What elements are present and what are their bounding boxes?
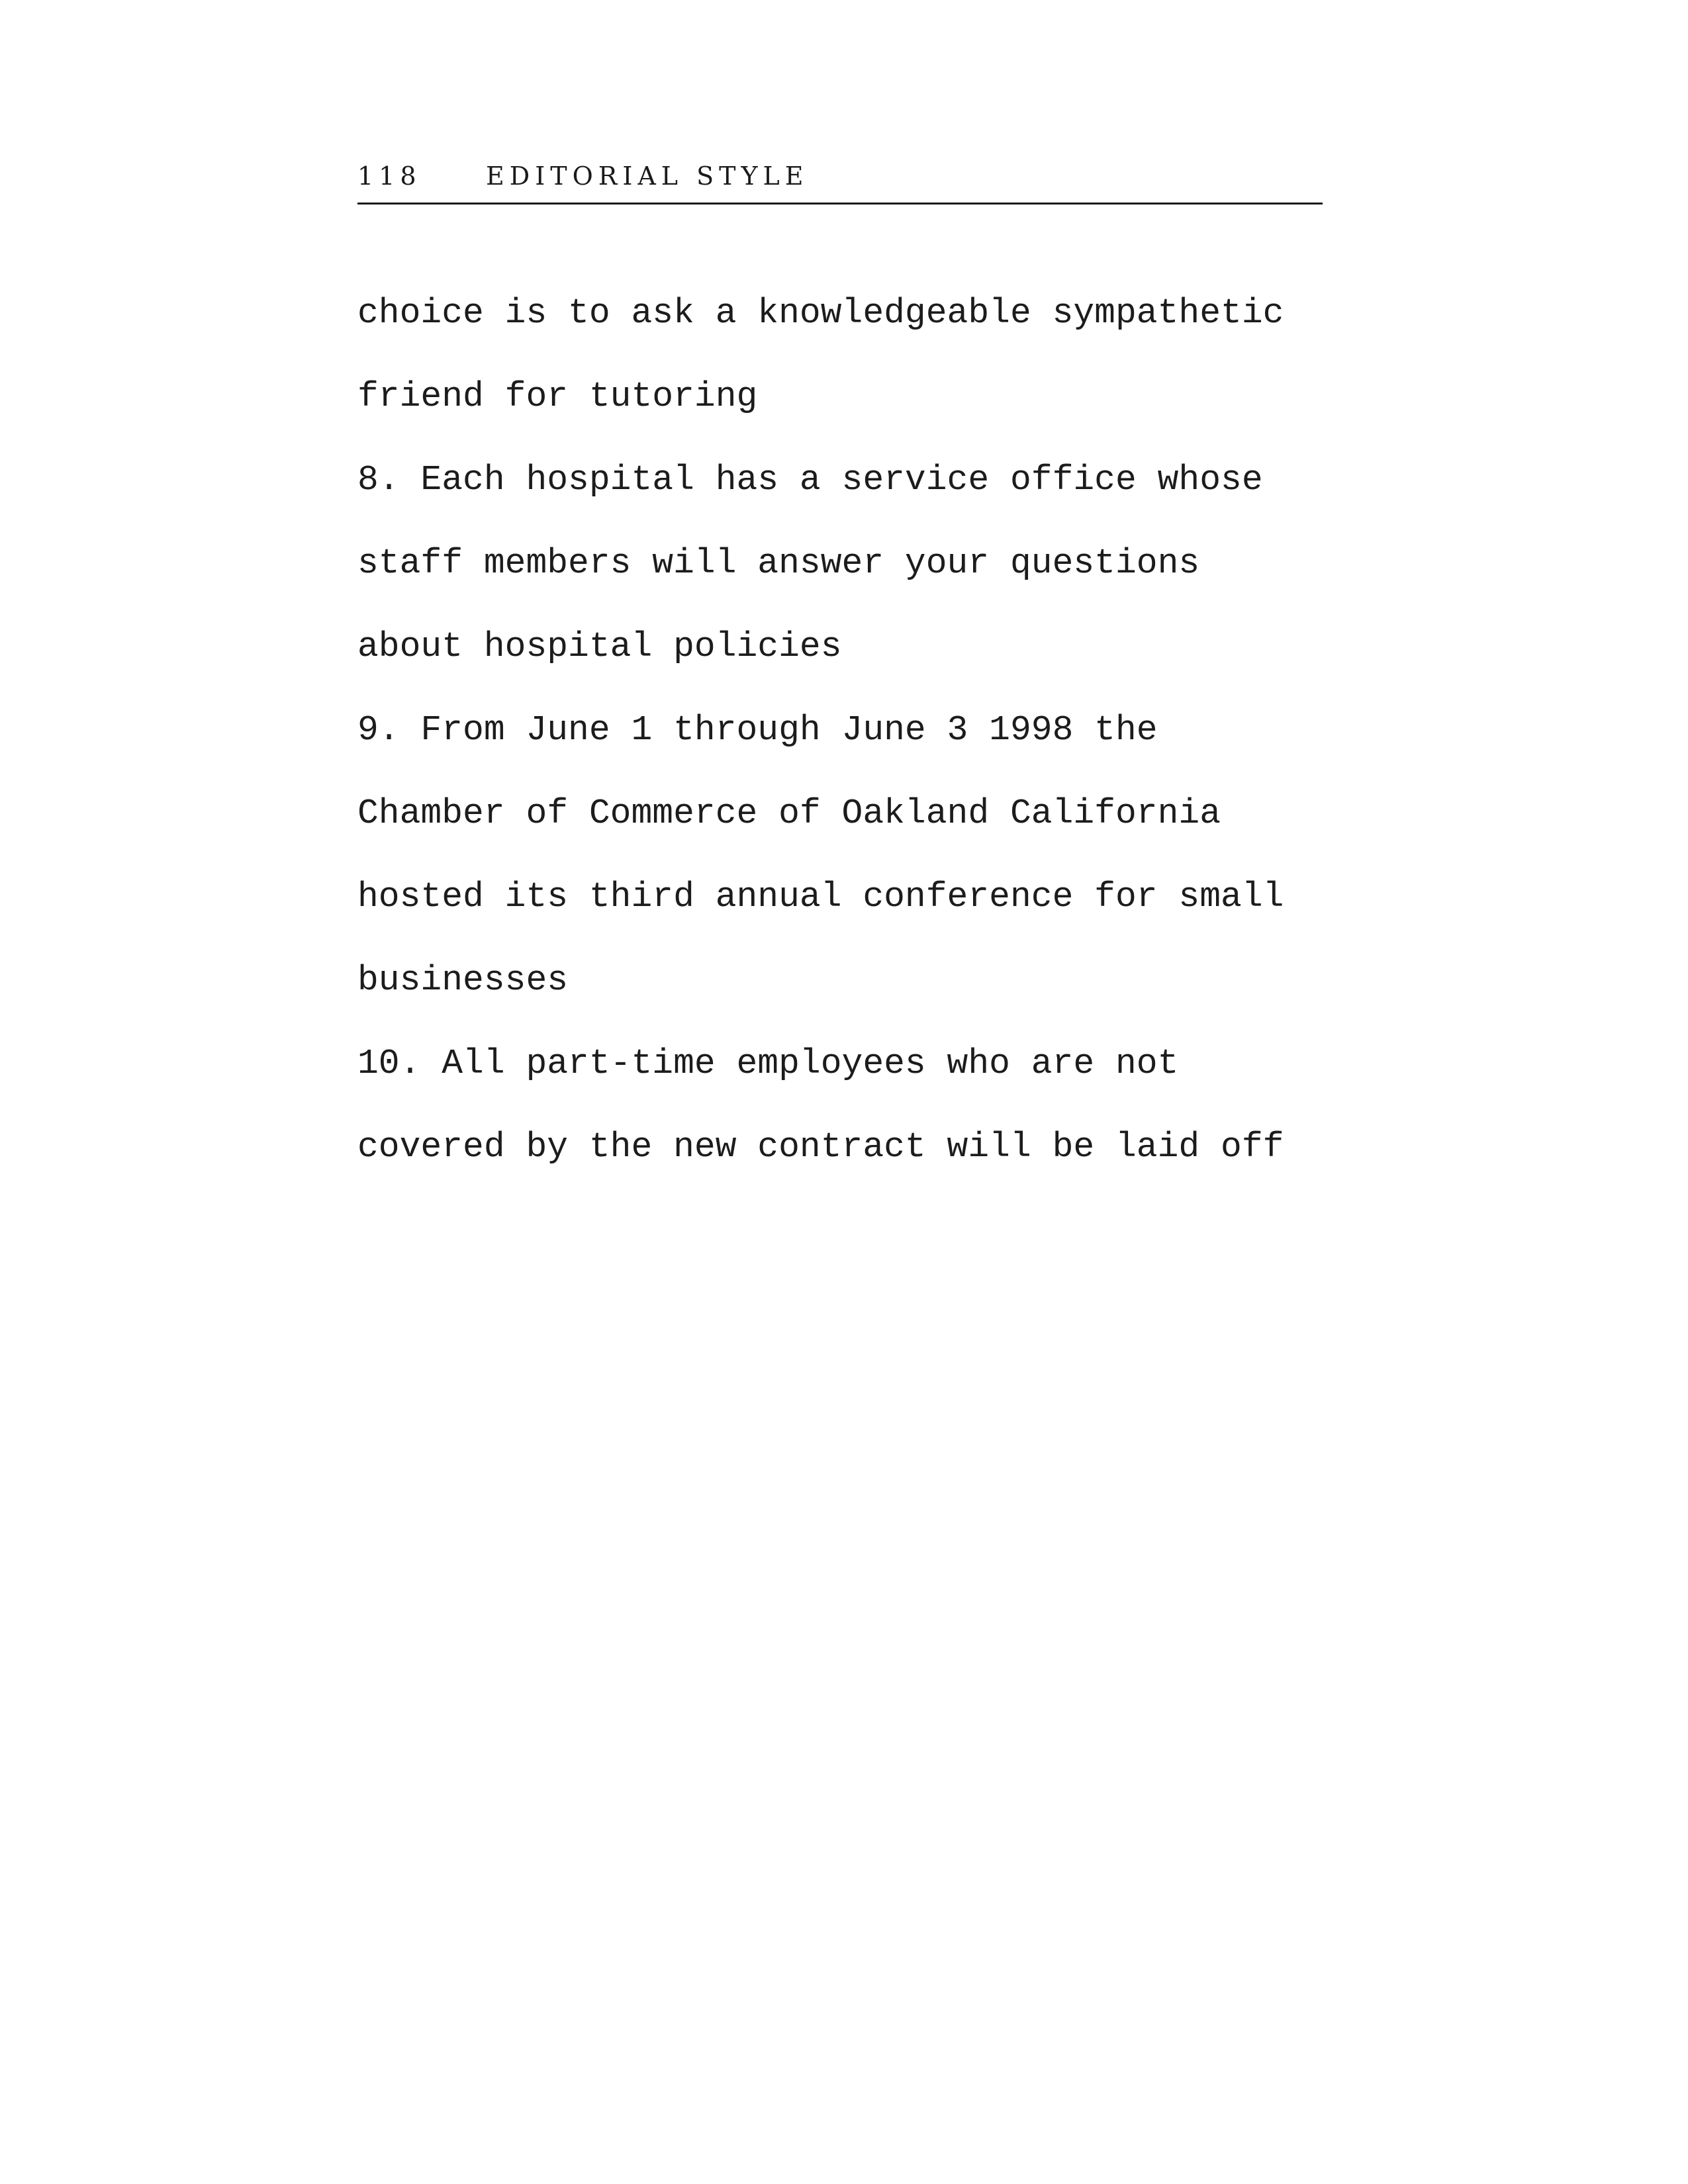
text-line: about hospital policies	[357, 627, 842, 666]
text-line: businesses	[357, 960, 569, 1000]
text-line: covered by the new contract will be laid off	[357, 1127, 1284, 1167]
header-rule	[357, 203, 1323, 205]
running-head-title: EDITORIAL STYLE	[486, 161, 809, 191]
text-line: choice is to ask a knowledgeable sympathetic	[357, 293, 1284, 333]
text-line: 8. Each hospital has a service office whose	[357, 460, 1263, 500]
exercise-text	[357, 271, 1311, 1189]
text-line: friend for tutoring	[357, 377, 758, 416]
running-head	[357, 161, 1323, 201]
text-line: hosted its third annual conference for small	[357, 877, 1284, 917]
text-line: 10. All part-time employees who are not	[357, 1044, 1179, 1083]
text-line: Chamber of Commerce of Oakland California	[357, 794, 1221, 833]
text-line: 9. From June 1 through June 3 1998 the	[357, 710, 1158, 750]
page-number: 118	[357, 161, 422, 191]
text-line: staff members will answer your questions	[357, 543, 1200, 583]
